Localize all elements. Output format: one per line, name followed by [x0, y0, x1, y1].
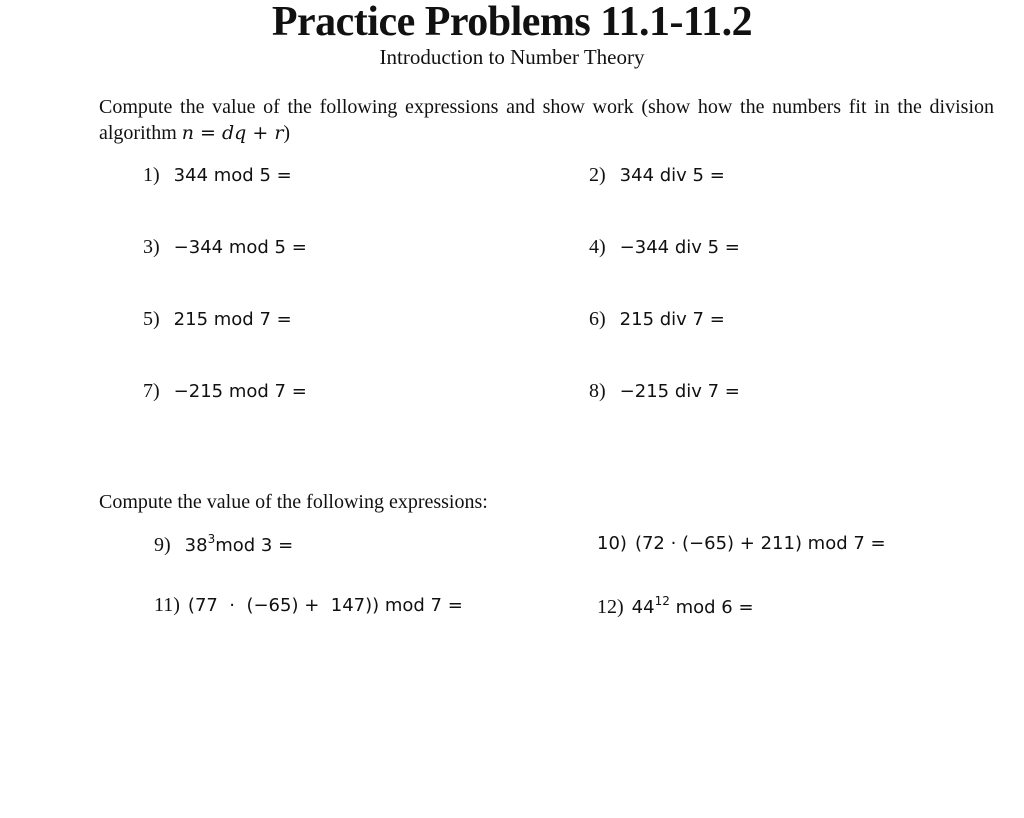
- problem-number: 8): [589, 380, 606, 402]
- power-exponent: 3: [207, 532, 216, 546]
- problem-expression: 215 div 7 =: [619, 309, 725, 330]
- problem-number: 5): [143, 308, 160, 330]
- instruction-close: ): [283, 122, 291, 144]
- problem-8: [589, 380, 740, 403]
- problem-number: 6): [589, 308, 606, 330]
- problem-number: 7): [143, 380, 160, 402]
- problem-number: 3): [143, 236, 160, 258]
- problem-3: [143, 236, 307, 259]
- problem-5: [143, 308, 292, 331]
- problem-expression: −215 mod 7 =: [173, 381, 307, 402]
- problem-1: [143, 164, 292, 187]
- problem-4: [589, 236, 740, 259]
- problem-expression: (72 · (−65) + 211) mod 7 =: [634, 533, 886, 554]
- power-base: 38: [184, 535, 208, 556]
- problem-12: [597, 594, 754, 619]
- instructions-section-1: [99, 94, 994, 146]
- problem-7: [143, 380, 307, 403]
- problem-expression: [631, 594, 754, 618]
- problem-number: 11): [154, 594, 180, 616]
- division-algorithm-formula: n = dq + r: [181, 122, 284, 144]
- problem-expression: 215 mod 7 =: [173, 309, 292, 330]
- problem-10: [597, 532, 886, 555]
- problem-number: 1): [143, 164, 160, 186]
- instruction-text: Compute the value of the following expressions and show work (show how the numbers fit in the division algorithm: [99, 96, 994, 144]
- problem-expression: (77 · (−65) + 147)) mod 7 =: [187, 595, 463, 616]
- power-exponent: 12: [654, 594, 670, 608]
- problem-number: 12): [597, 596, 624, 618]
- problem-9: [154, 532, 293, 557]
- problem-expression: −344 mod 5 =: [173, 237, 307, 258]
- problem-6: [589, 308, 725, 331]
- problem-number: 10): [597, 533, 627, 554]
- problem-2: [589, 164, 725, 187]
- problem-expression: −344 div 5 =: [619, 237, 740, 258]
- problem-expression: [184, 532, 294, 556]
- problem-expression: 344 div 5 =: [619, 165, 725, 186]
- problem-11: [154, 594, 463, 617]
- power-base: 44: [631, 597, 655, 618]
- page-subtitle: Introduction to Number Theory: [379, 45, 645, 69]
- problem-expression: 344 mod 5 =: [173, 165, 292, 186]
- problem-number: 9): [154, 534, 171, 556]
- instructions-section-2: Compute the value of the following expressions:: [99, 491, 488, 513]
- problem-remainder: mod 6 =: [669, 597, 754, 618]
- problem-number: 4): [589, 236, 606, 258]
- problem-remainder: mod 3 =: [215, 535, 294, 556]
- problem-number: 2): [589, 164, 606, 186]
- problem-expression: −215 div 7 =: [619, 381, 740, 402]
- page-title: Practice Problems 11.1-11.2: [271, 0, 753, 45]
